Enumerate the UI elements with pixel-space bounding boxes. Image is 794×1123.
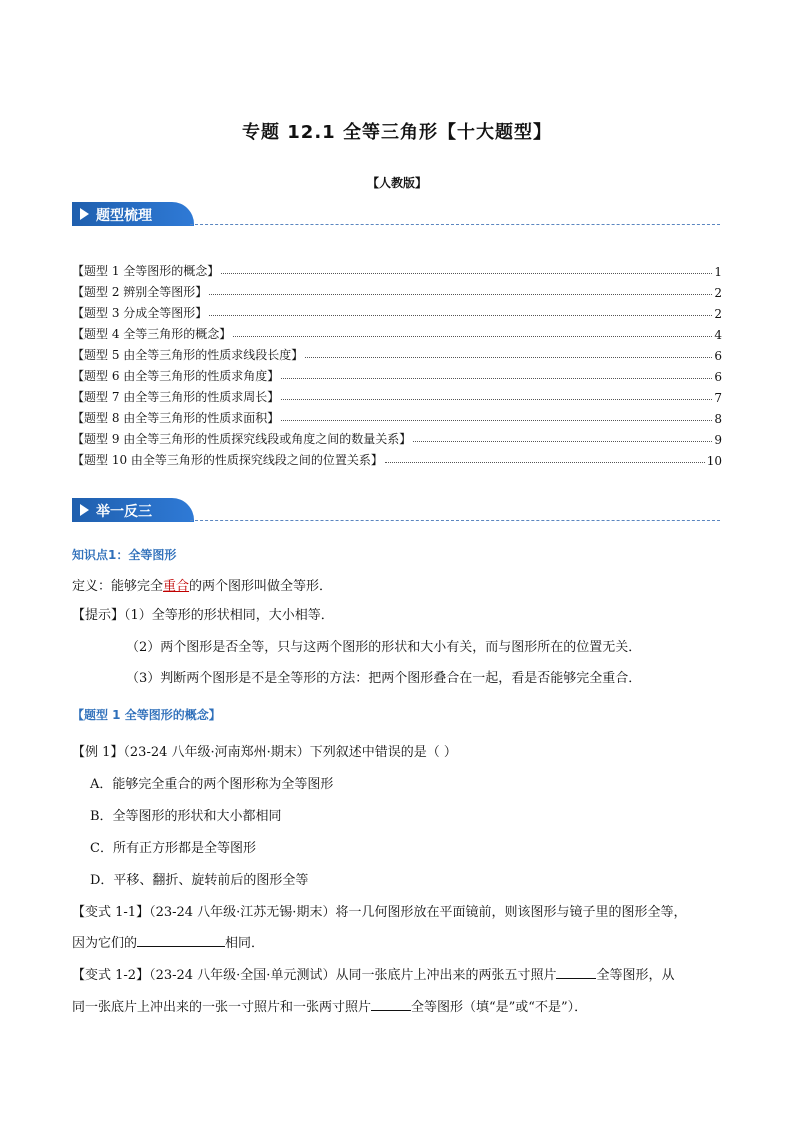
banner-label: 举一反三 — [96, 504, 152, 520]
toc-leader — [305, 357, 712, 358]
toc-label: 【题型 10 由全等三角形的性质探究线段之间的位置关系】 — [72, 453, 383, 467]
toc-entry[interactable] — [72, 342, 722, 363]
banner-label: 题型梳理 — [96, 208, 152, 224]
edition-label: 【人教版】 — [366, 176, 427, 190]
toc-leader — [281, 420, 712, 421]
answer-blank — [137, 934, 225, 947]
toc-label: 【题型 2 辨别全等图形】 — [72, 285, 208, 299]
toc-page-number: 6 — [714, 349, 722, 363]
knowledge-point-heading: 知识点1：全等图形 — [72, 548, 177, 562]
answer-blank — [556, 966, 596, 979]
toc-leader — [281, 399, 712, 400]
toc-entry[interactable] — [72, 300, 722, 321]
toc-entry[interactable] — [72, 426, 722, 447]
play-icon — [80, 504, 89, 516]
toc-entry[interactable] — [72, 279, 722, 300]
toc-page-number: 2 — [714, 286, 722, 300]
toc-label: 【题型 8 由全等三角形的性质求面积】 — [72, 411, 280, 425]
hint-line-1: 【提示】（1）全等形的形状相同，大小相等． — [72, 608, 334, 623]
page-title: 专题 12.1 全等三角形【十大题型】 — [242, 122, 552, 143]
toc-leader — [281, 378, 712, 379]
toc-entry[interactable] — [72, 363, 722, 384]
toc-page-number: 1 — [714, 265, 722, 279]
variant-1-2-line-2: 同一张底片上冲出来的一张一寸照片和一张两寸照片 全等图形（填“是”或“不是”）． — [72, 1000, 588, 1015]
hint-line-3: （3）判断两个图形是不是全等形的方法：把两个图形叠合在一起，看是否能够完全重合． — [126, 671, 642, 686]
type-1-heading: 【题型 1 全等图形的概念】 — [72, 708, 221, 722]
section-banner-overview — [72, 202, 720, 228]
hint-label: 【提示】 — [72, 608, 125, 623]
toc-leader — [413, 441, 712, 442]
option-a: A．能够完全重合的两个图形称为全等图形 — [90, 777, 334, 792]
highlight-term: 重合 — [163, 579, 190, 594]
option-c: C．所有正方形都是全等图形 — [90, 841, 256, 856]
toc-label: 【题型 1 全等图形的概念】 — [72, 264, 220, 278]
toc-page-number: 4 — [714, 328, 722, 342]
play-icon — [80, 208, 89, 220]
toc-leader — [221, 273, 712, 274]
hint-line-2: （2）两个图形是否全等，只与这两个图形的形状和大小有关，而与图形所在的位置无关． — [126, 640, 642, 655]
toc-entry[interactable] — [72, 447, 722, 468]
section-banner-practice — [72, 498, 720, 524]
toc-entry[interactable] — [72, 321, 722, 342]
toc-page-number: 8 — [714, 412, 722, 426]
variant-1-1-line-1: 【变式 1-1】（23-24 八年级·江苏无锡·期末）将一几何图形放在平面镜前，则该图形与镜子里的图形全等， — [72, 905, 687, 920]
toc-entry[interactable] — [72, 405, 722, 426]
toc-label: 【题型 3 分成全等图形】 — [72, 306, 208, 320]
toc-page-number: 10 — [706, 454, 722, 468]
toc-label: 【题型 4 全等三角形的概念】 — [72, 327, 232, 341]
definition-text: 定义：能够完全重合的两个图形叫做全等形． — [72, 579, 333, 594]
toc-label: 【题型 7 由全等三角形的性质求周长】 — [72, 390, 280, 404]
toc-entry[interactable] — [72, 384, 722, 405]
toc-leader — [209, 294, 712, 295]
toc-leader — [385, 462, 705, 463]
toc-page-number: 6 — [714, 370, 722, 384]
toc-page-number: 7 — [714, 391, 722, 405]
variant-1-1-line-2: 因为它们的 相同． — [72, 936, 265, 951]
answer-blank — [371, 998, 411, 1011]
toc-label: 【题型 5 由全等三角形的性质求线段长度】 — [72, 348, 304, 362]
toc-entry[interactable] — [72, 258, 722, 279]
toc-page-number: 9 — [714, 433, 722, 447]
toc-leader — [233, 336, 712, 337]
variant-1-2-line-1: 【变式 1-2】（23-24 八年级·全国·单元测试）从同一张底片上冲出来的两张五寸照片 全等图形，从 — [72, 968, 675, 983]
toc-label: 【题型 6 由全等三角形的性质求角度】 — [72, 369, 280, 383]
toc-leader — [209, 315, 712, 316]
toc-label: 【题型 9 由全等三角形的性质探究线段或角度之间的数量关系】 — [72, 432, 412, 446]
option-d: D．平移、翻折、旋转前后的图形全等 — [90, 873, 309, 888]
option-b: B．全等图形的形状和大小都相同 — [90, 809, 282, 824]
table-of-contents — [72, 258, 722, 468]
toc-page-number: 2 — [714, 307, 722, 321]
example-1-question: 【例 1】（23-24 八年级·河南郑州·期末）下列叙述中错误的是（ ） — [72, 745, 457, 760]
